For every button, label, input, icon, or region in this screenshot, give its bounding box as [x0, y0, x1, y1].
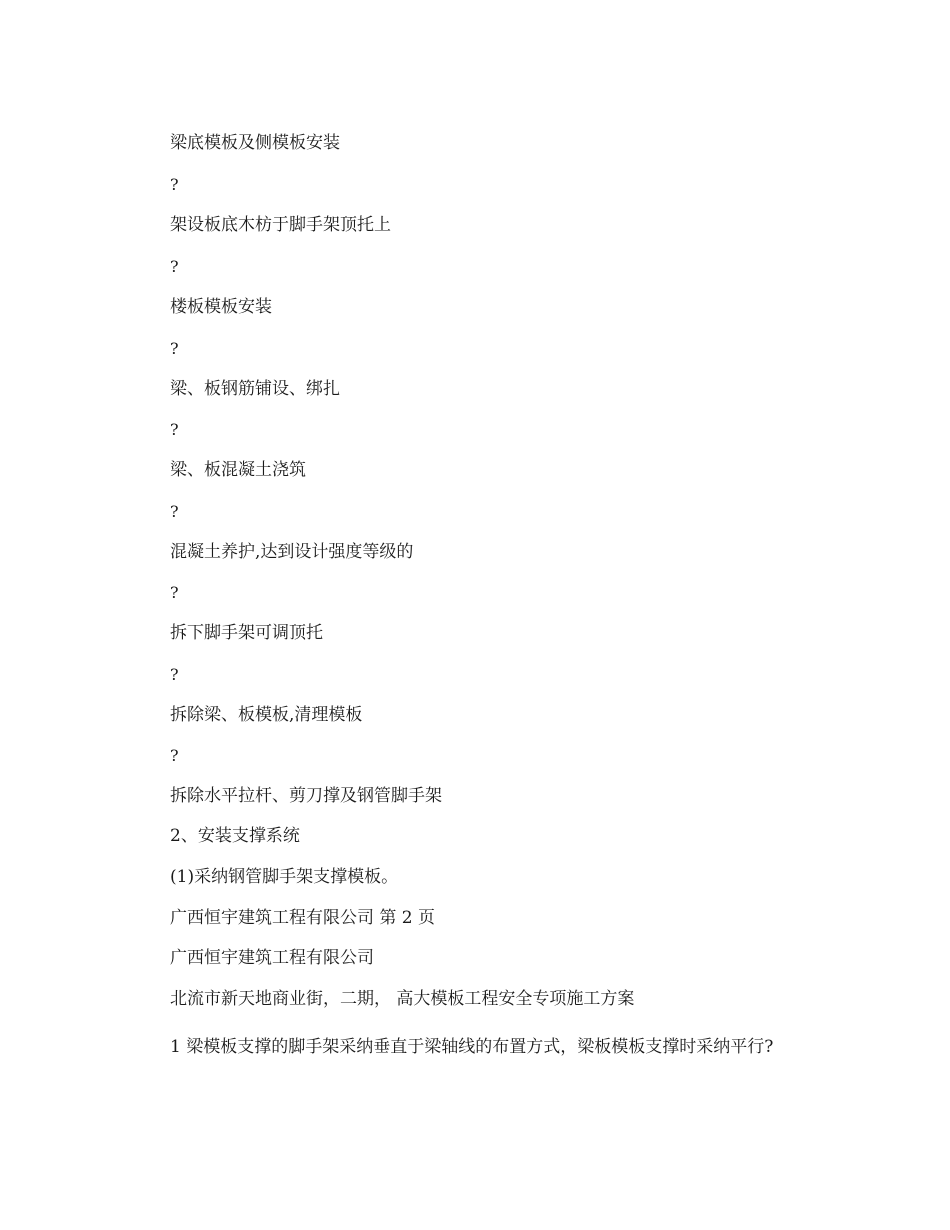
- section-heading: 2、安装支撑系统: [170, 826, 300, 846]
- page-footer: 广西恒宇建筑工程有限公司 第 2 页: [170, 908, 436, 928]
- flow-arrow-placeholder: ?: [170, 257, 179, 276]
- body-paragraph: 1 梁模板支撑的脚手架采纳垂直于梁轴线的布置方式，梁板模板支撑时采纳平行?: [170, 1037, 774, 1057]
- flow-step-3: 楼板模板安装: [170, 297, 272, 317]
- flow-arrow-placeholder: ?: [170, 175, 179, 194]
- flow-step-1: 梁底模板及侧模板安装: [170, 133, 340, 153]
- flow-step-7: 拆下脚手架可调顶托: [170, 623, 323, 643]
- flow-arrow-placeholder: ?: [170, 583, 179, 602]
- flow-arrow-placeholder: ?: [170, 746, 179, 765]
- flow-arrow-placeholder: ?: [170, 502, 179, 521]
- page-header-company: 广西恒宇建筑工程有限公司: [170, 948, 374, 968]
- page-header-project: 北流市新天地商业街，二期， 高大模板工程安全专项施工方案: [170, 989, 635, 1009]
- flow-step-2: 架设板底木枋于脚手架顶托上: [170, 215, 391, 235]
- list-item: (1)采纳钢管脚手架支撑模板。: [170, 867, 399, 887]
- flow-arrow-placeholder: ?: [170, 420, 179, 439]
- flow-step-6: 混凝土养护,达到设计强度等级的: [170, 542, 414, 562]
- flow-step-4: 梁、板钢筋铺设、绑扎: [170, 379, 340, 399]
- flow-arrow-placeholder: ?: [170, 665, 179, 684]
- flow-step-9: 拆除水平拉杆、剪刀撑及钢管脚手架: [170, 786, 442, 806]
- flow-step-8: 拆除梁、板模板,清理模板: [170, 705, 363, 725]
- flow-step-5: 梁、板混凝土浇筑: [170, 460, 306, 480]
- flow-arrow-placeholder: ?: [170, 339, 179, 358]
